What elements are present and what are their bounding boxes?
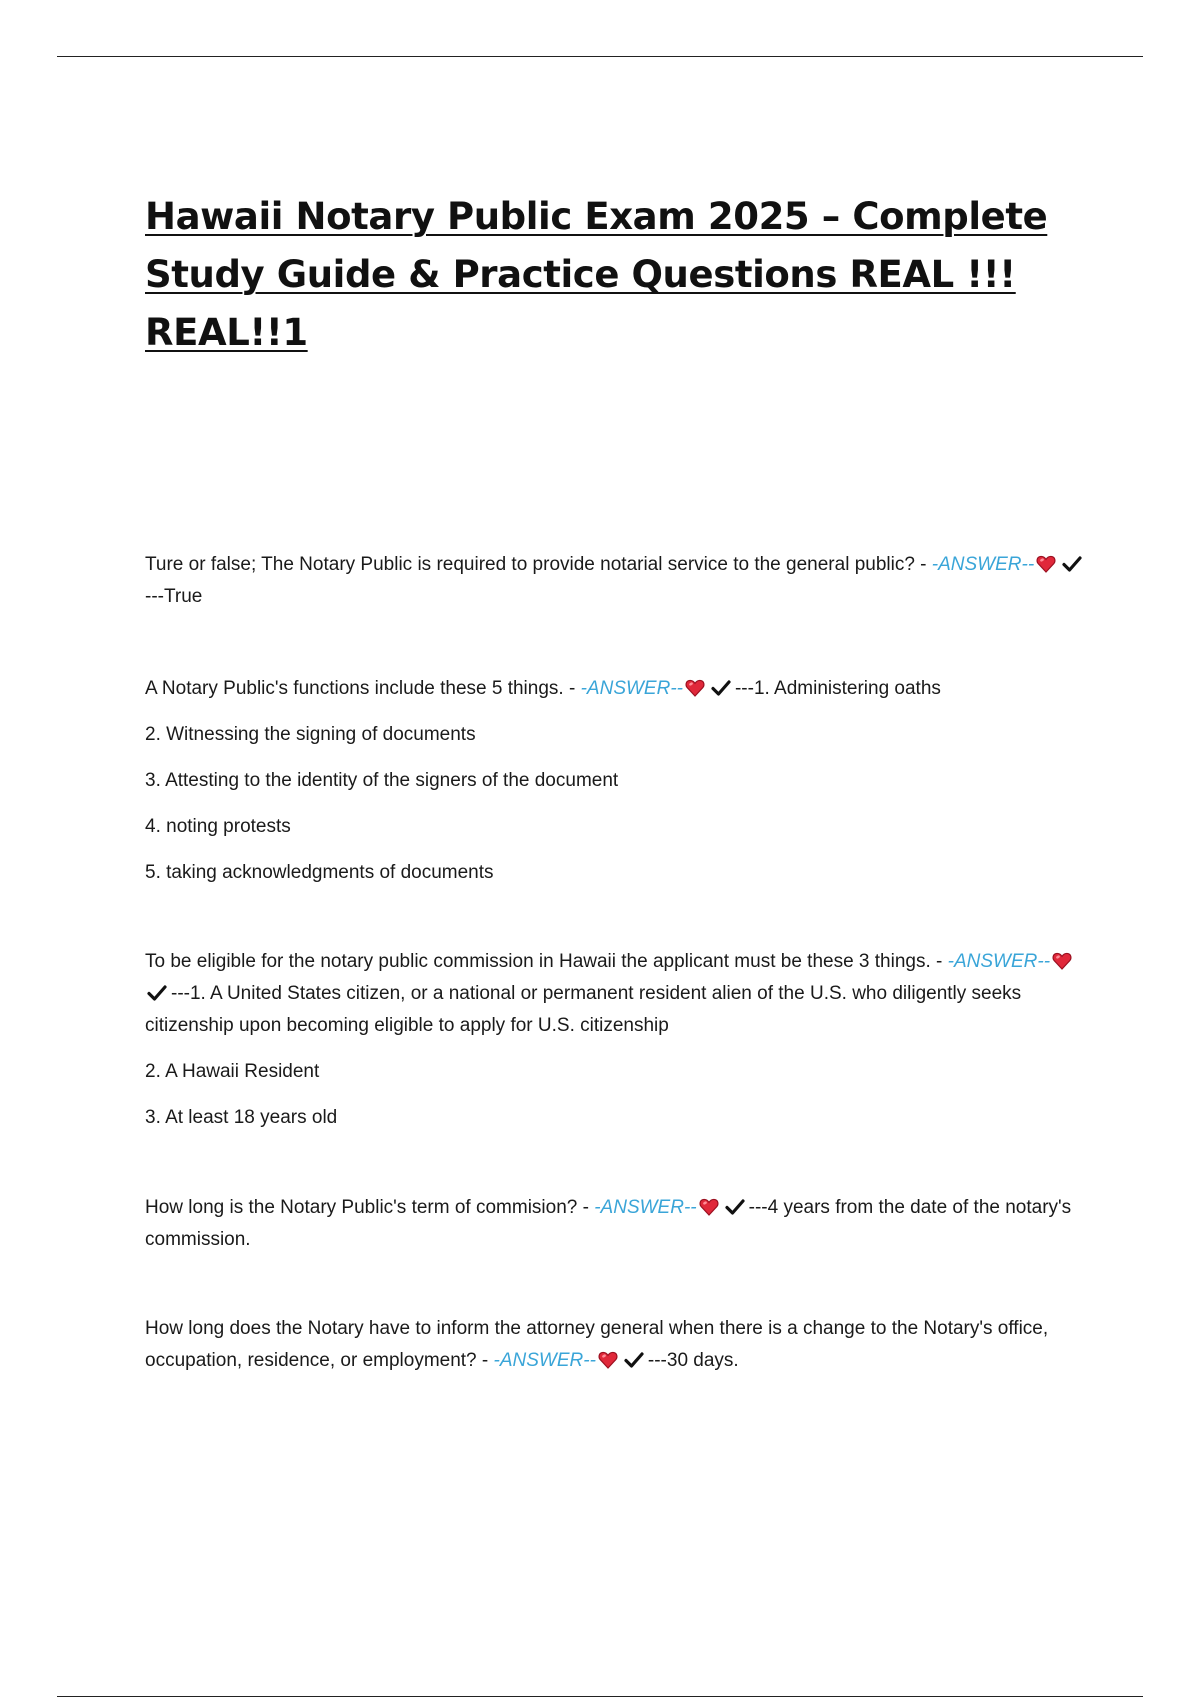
answer-text: ---True [145,586,203,607]
question-text: How long is the Notary Public's term of commision? - [145,1197,595,1218]
question-text: Ture or false; The Notary Public is required to provide notarial service to the general public? - [145,554,932,575]
answer-text: ---1. Administering oaths [734,678,941,699]
answer-text: ---1. A United States citizen, or a national or permanent resident alien of the U.S. who diligently seeks citizenship upon becoming eligible to apply for U.S. citizenship [145,983,1022,1036]
answer-text: ---4 years from the date of the notary's commission. [145,1197,1072,1250]
question-paragraph [145,549,1090,613]
qa-block [145,549,1090,613]
bottom-rule [57,1696,1143,1697]
heart-icon [685,678,705,698]
question-paragraph [145,946,1090,1042]
question-text: A Notary Public's functions include these 5 things. - [145,678,581,699]
heart-icon [1052,951,1072,971]
answer-list-item: 5. taking acknowledgments of documents [145,862,494,883]
qa-block [145,946,1090,1134]
check-icon [147,984,167,1002]
question-paragraph [145,673,1090,705]
answer-marker: -ANSWER-- [594,1197,697,1218]
check-icon [711,679,731,697]
question-text: How long does the Notary have to inform the attorney general when there is a change to the Notary's office, occupation, residence, or employment? - [145,1318,1049,1371]
answer-list-item: 3. Attesting to the identity of the signers of the document [145,770,619,791]
top-rule [57,56,1143,57]
heart-icon [598,1350,618,1370]
check-icon [1062,555,1082,573]
answer-list-item: 2. Witnessing the signing of documents [145,724,476,745]
heart-icon [1036,554,1056,574]
answer-marker: -ANSWER-- [931,554,1035,575]
answer-list-item: 2. A Hawaii Resident [145,1061,320,1082]
answer-list-item: 4. noting protests [145,816,291,837]
document-title: Hawaii Notary Public Exam 2025 – Complete Study Guide & Practice Questions REAL !!! REAL!!1 [145,195,1048,354]
question-paragraph [145,1313,1090,1377]
qa-block [145,1192,1090,1256]
answer-text: ---30 days. [647,1350,739,1371]
question-text: To be eligible for the notary public commission in Hawaii the applicant must be these 3 things. - [145,951,948,972]
qa-block [145,1313,1090,1377]
answer-marker: -ANSWER-- [493,1350,596,1371]
question-paragraph [145,1192,1090,1256]
heart-icon [699,1197,719,1217]
answer-list-item: 3. At least 18 years old [145,1107,338,1128]
check-icon [725,1198,745,1216]
check-icon [624,1351,644,1369]
answer-marker: -ANSWER-- [580,678,683,699]
qa-block [145,673,1090,889]
answer-marker: -ANSWER-- [947,951,1051,972]
